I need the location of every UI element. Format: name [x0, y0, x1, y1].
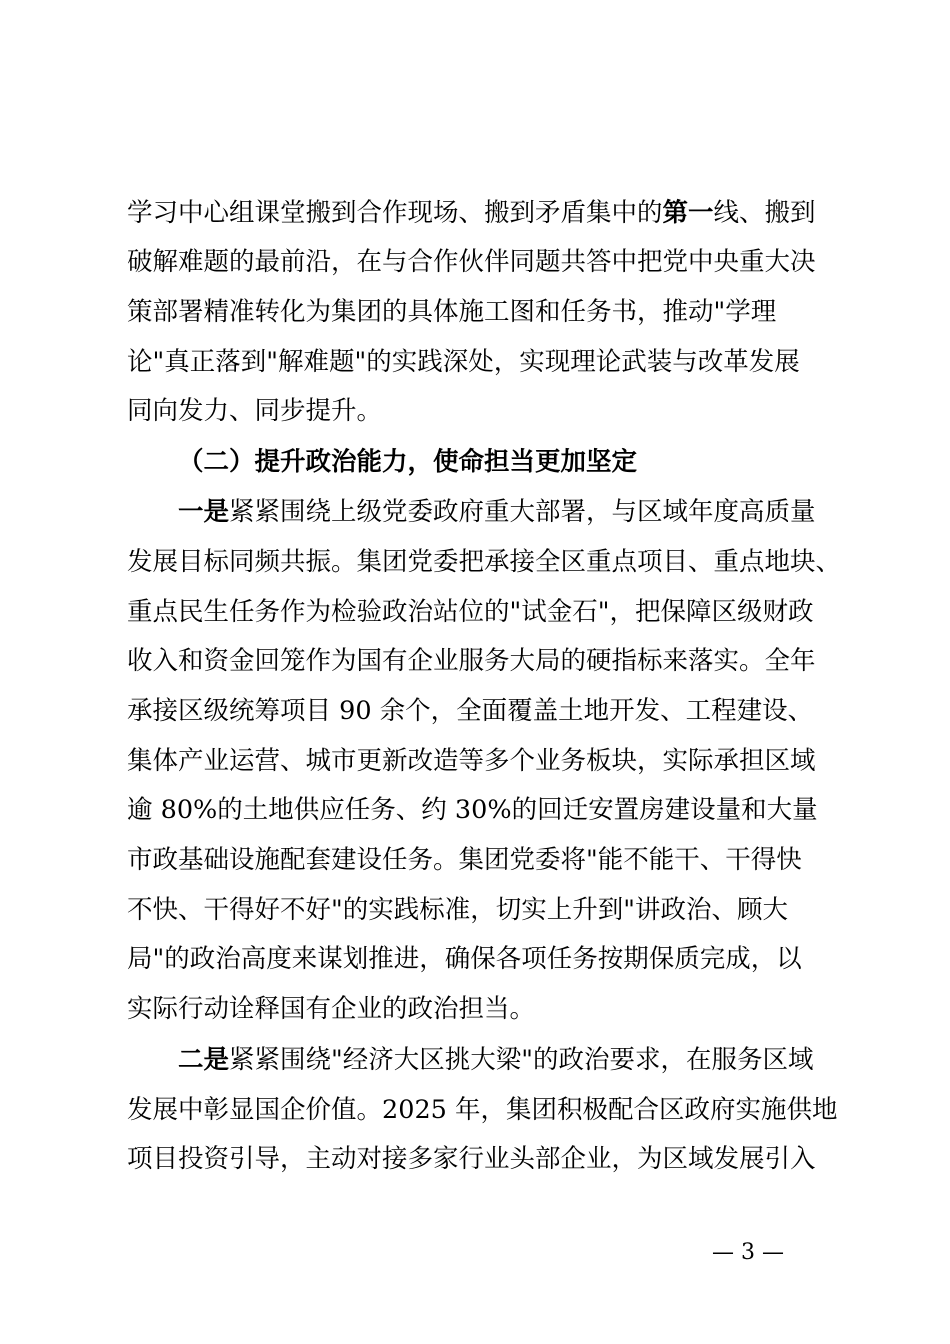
paragraph-2-line-3: 重点民生任务作为检验政治站位的"试金石"，把保障区级财政: [127, 597, 814, 627]
paragraph-3-line-1: [178, 1035, 813, 1085]
paragraph-1-line-2: 破解难题的最前沿，在与合作伙伴同题共答中把党中央重大决: [127, 247, 816, 277]
paragraph-2-line-6: 集体产业运营、城市更新改造等多个业务板块，实际承担区域: [127, 746, 816, 776]
text-run: 紧紧围绕"经济大区挑大梁"的政治要求，在服务区域: [229, 1045, 814, 1075]
text-run: 线、搬到: [713, 198, 816, 228]
paragraph-2-line-5: 承接区级统筹项目 90 余个，全面覆盖土地开发、工程建设、: [127, 696, 814, 726]
paragraph-2-line-9: 不快、干得好不好"的实践标准，切实上升到"讲政治、顾大: [127, 895, 788, 925]
paragraph-1-line-1: [127, 188, 816, 238]
bold-text-run: 第一: [662, 198, 714, 228]
text-run: 学习中心组课堂搬到合作现场、搬到矛盾集中的: [127, 198, 663, 228]
paragraph-1-line-4: 论"真正落到"解难题"的实践深处，实现理论武装与改革发展: [127, 347, 800, 377]
text-run: 紧紧围绕上级党委政府重大部署，与区域年度高质量: [229, 497, 816, 527]
paragraph-2-line-8: 市政基础设施配套建设任务。集团党委将"能不能干、干得快: [127, 845, 802, 875]
paragraph-2-line-2: 发展目标同频共振。集团党委把承接全区重点项目、重点地块、: [127, 547, 842, 577]
paragraph-2-line-10: 局"的政治高度来谋划推进，确保各项任务按期保质完成，以: [127, 944, 802, 974]
page-number: — 3 —: [712, 1240, 784, 1265]
paragraph-2-line-4: 收入和资金回笼作为国有企业服务大局的硬指标来落实。全年: [127, 646, 816, 676]
section-heading: （二）提升政治能力，使命担当更加坚定: [178, 447, 638, 477]
paragraph-lead: 二是: [178, 1045, 230, 1075]
paragraph-1-line-3: 策部署精准转化为集团的具体施工图和任务书，推动"学理: [127, 297, 777, 327]
paragraph-3-line-2: 发展中彰显国企价值。2025 年，集团积极配合区政府实施供地: [127, 1095, 838, 1125]
paragraph-3-line-3: 项目投资引导，主动对接多家行业头部企业，为区域发展引入: [127, 1144, 816, 1174]
paragraph-2-line-7: 逾 80%的土地供应任务、约 30%的回迁安置房建设量和大量: [127, 795, 818, 825]
paragraph-1-line-5: 同向发力、同步提升。: [127, 396, 383, 426]
paragraph-lead: 一是: [178, 497, 230, 527]
paragraph-2-line-11: 实际行动诠释国有企业的政治担当。: [127, 994, 536, 1024]
paragraph-2-line-1: [178, 487, 816, 537]
